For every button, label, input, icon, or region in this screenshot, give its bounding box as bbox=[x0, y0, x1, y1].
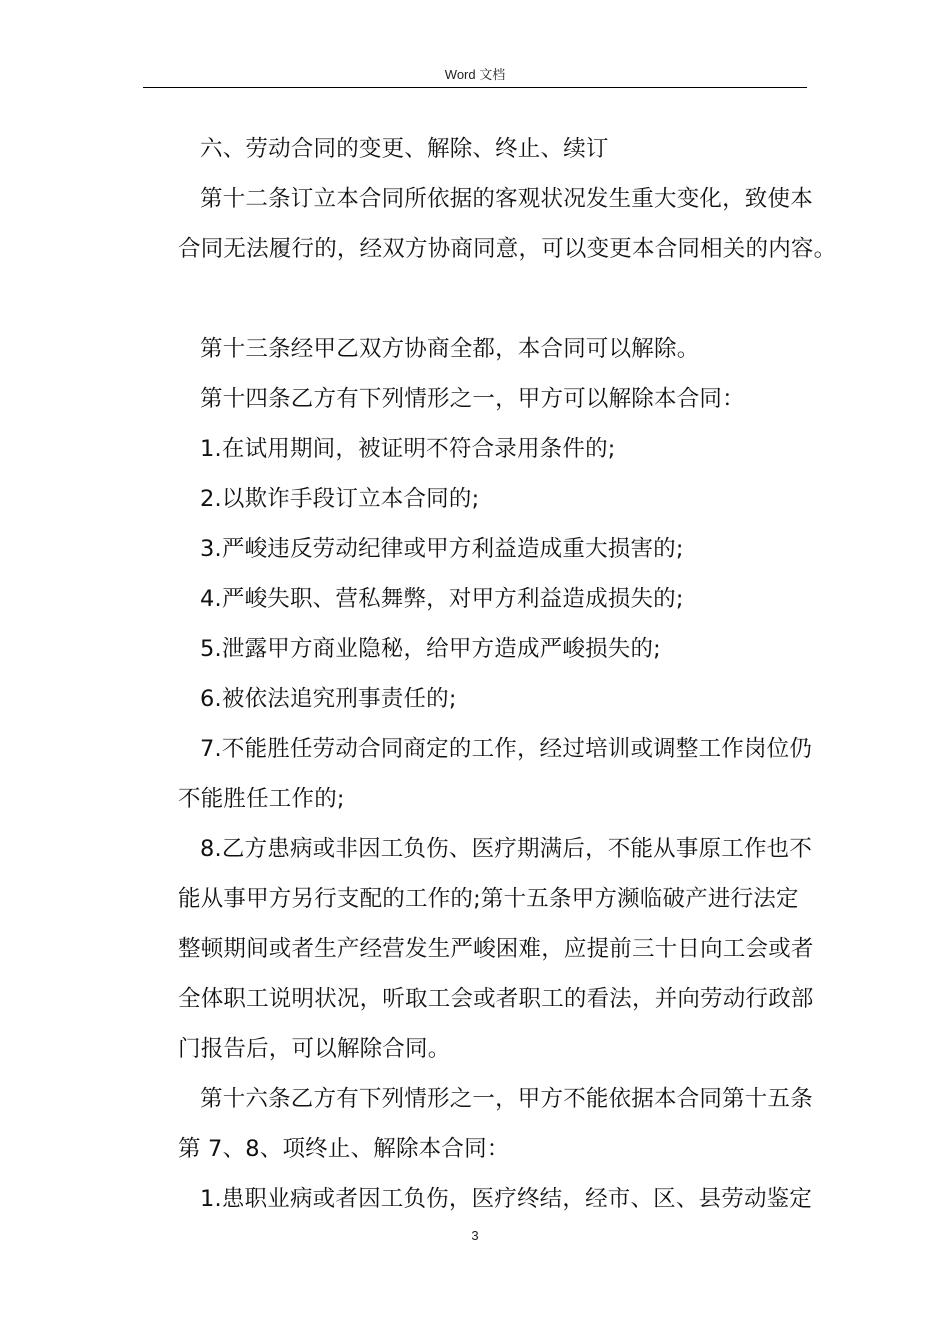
page-number: 3 bbox=[471, 1228, 479, 1243]
paragraph-line: 合同无法履行的，经双方协商同意，可以变更本合同相关的内容。 bbox=[178, 236, 837, 262]
document-body bbox=[178, 124, 837, 1224]
list-item: 2.以欺诈手段订立本合同的; bbox=[200, 486, 480, 512]
paragraph-line: 第十四条乙方有下列情形之一，甲方可以解除本合同： bbox=[200, 386, 745, 412]
paragraph-line: 第十六条乙方有下列情形之一，甲方不能依据本合同第十五条 bbox=[200, 1086, 813, 1112]
list-item: 7.不能胜任劳动合同商定的工作，经过培训或调整工作岗位仍 bbox=[200, 736, 813, 762]
list-item: 5.泄露甲方商业隐秘，给甲方造成严峻损失的; bbox=[200, 636, 661, 662]
list-item: 3.严峻违反劳动纪律或甲方利益造成重大损害的; bbox=[200, 536, 684, 562]
paragraph-line: 能从事甲方另行支配的工作的;第十五条甲方濒临破产进行法定 bbox=[178, 886, 799, 912]
paragraph-line: 整顿期间或者生产经营发生严峻困难，应提前三十日向工会或者 bbox=[178, 936, 814, 962]
blank-line bbox=[178, 274, 808, 324]
paragraph-line: 第 7、8、项终止、解除本合同： bbox=[178, 1136, 510, 1162]
paragraph-line: 门报告后，可以解除合同。 bbox=[178, 1036, 451, 1062]
document-header-title: Word 文档 bbox=[444, 67, 506, 82]
list-item: 6.被依法追究刑事责任的; bbox=[200, 686, 457, 712]
paragraph-line: 不能胜任工作的; bbox=[178, 786, 345, 812]
list-item: 8.乙方患病或非因工负伤、医疗期满后，不能从事原工作也不 bbox=[200, 836, 813, 862]
list-item: 1.在试用期间，被证明不符合录用条件的; bbox=[200, 436, 616, 462]
list-item: 4.严峻失职、营私舞弊，对甲方利益造成损失的; bbox=[200, 586, 684, 612]
section-heading: 六、劳动合同的变更、解除、终止、续订 bbox=[200, 136, 609, 162]
paragraph-line: 第十三条经甲乙双方协商全都，本合同可以解除。 bbox=[200, 336, 700, 362]
header-divider bbox=[143, 87, 807, 88]
paragraph-line: 第十二条订立本合同所依据的客观状况发生重大变化，致使本 bbox=[200, 186, 813, 212]
list-item: 1.患职业病或者因工负伤，医疗终结，经市、区、县劳动鉴定 bbox=[200, 1186, 813, 1212]
paragraph-line: 全体职工说明状况，听取工会或者职工的看法，并向劳动行政部 bbox=[178, 986, 814, 1012]
